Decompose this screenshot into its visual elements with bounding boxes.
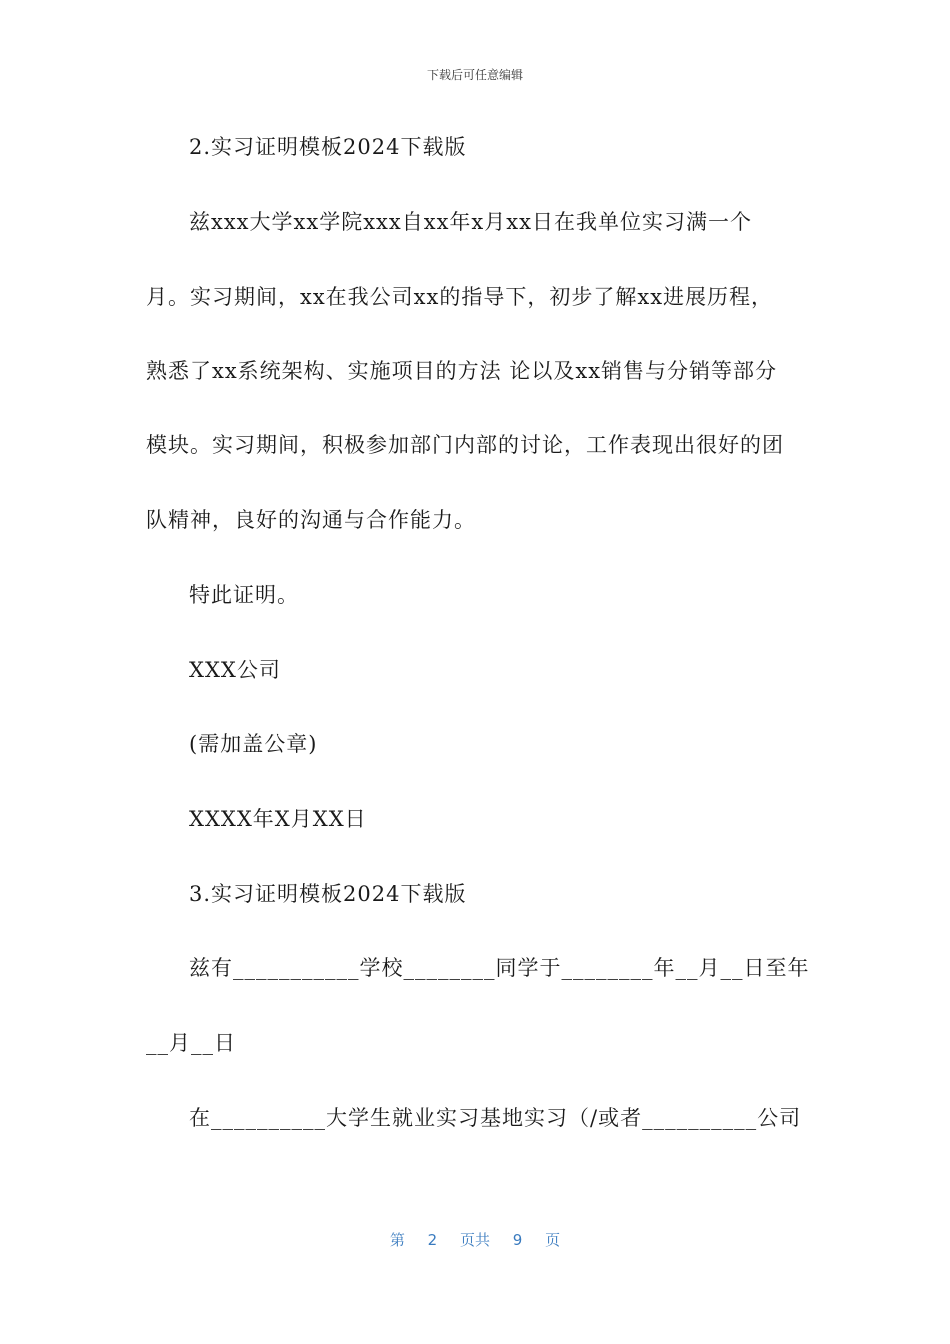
closing-statement: 特此证明。 [189,583,299,607]
section-heading-2: 2.实习证明模板2024下载版 [189,135,467,159]
paragraph-line: 兹xxx大学xx学院xxx自xx年x月xx日在我单位实习满一个 [189,210,752,234]
company-name: XXX公司 [189,658,281,682]
paragraph-line: 熟悉了xx系统架构、实施项目的方法 论以及xx销售与分销等部分 [146,359,778,383]
page-footer: 第 2 页共 9 页 [389,1231,561,1249]
section-heading-3: 3.实习证明模板2024下载版 [189,882,467,906]
form-line: 兹有___________学校________同学于________年__月__日至年 [189,956,810,980]
paragraph-line: 月。实习期间，xx在我公司xx的指导下，初步了解xx进展历程， [146,285,774,309]
form-line: __月__日 [146,1031,236,1055]
seal-note: (需加盖公章) [189,732,318,756]
date-line: XXXX年X月XX日 [189,807,367,831]
paragraph-line: 模块。实习期间，积极参加部门内部的讨论，工作表现出很好的团 [146,433,784,457]
paragraph-line: 队精神，良好的沟通与合作能力。 [146,508,476,532]
page-header: 下载后可任意编辑 [426,68,523,82]
form-line: 在__________大学生就业实习基地实习（/或者__________公司 [189,1106,802,1130]
